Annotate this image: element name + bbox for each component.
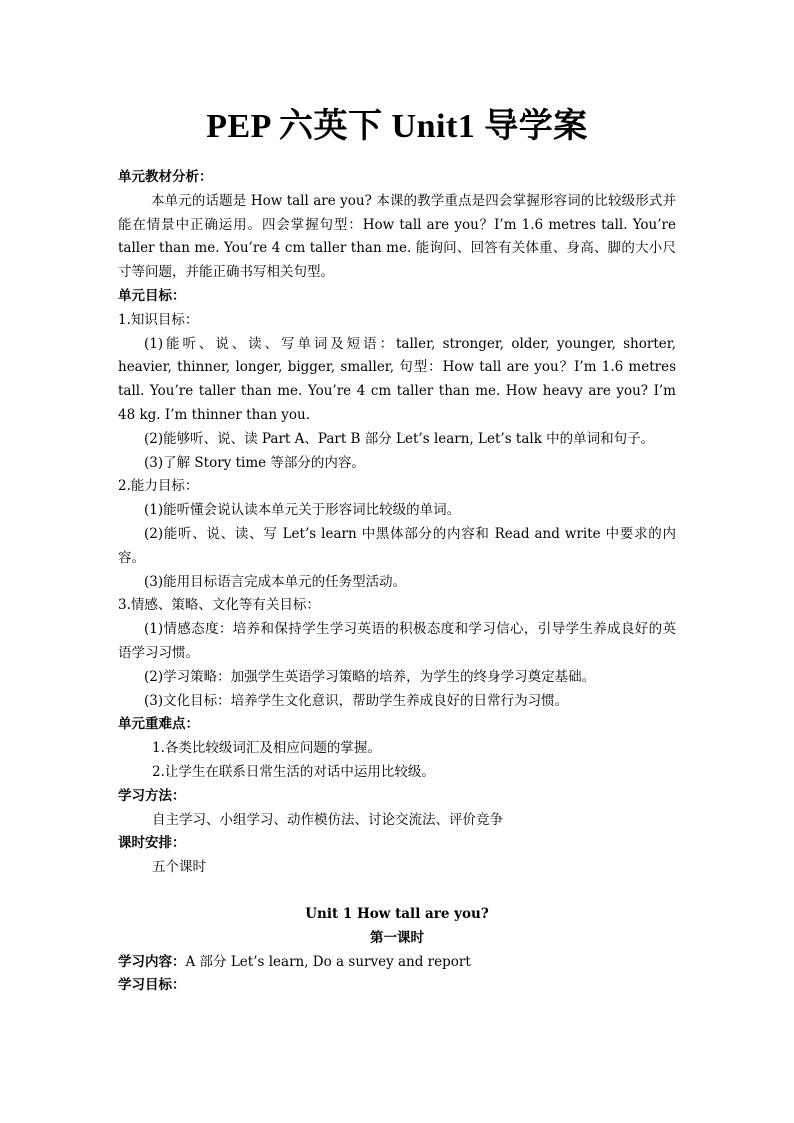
methods-text: 自主学习、小组学习、动作模仿法、讨论交流法、评价竞争 [152,811,503,828]
page-title: PEP 六英下 Unit1 导学案 [206,108,588,145]
learning-content-line [118,951,676,975]
difficulty-2: 2.让学生在联系日常生活的对话中运用比较级。 [152,763,435,780]
section-heading-difficulties: 单元重难点： [118,716,199,733]
emotion-goals-heading: 3.情感、策略、文化等有关目标： [118,597,320,614]
knowledge-goal-3: (3)了解 Story time 等部分的内容。 [144,454,365,471]
learning-content-text: A 部分 Let’s learn, Do a survey and report [185,953,471,970]
ability-goal-2: (2)能听、说、读、写 Let’s learn 中黑体部分的内容和 Read and write 中要求的内容。 [118,525,676,566]
knowledge-goal-1: (1)能听、说、读、写单词及短语：taller, stronger, older, younger, shorter, heavier, thinner, longer, bigger, smaller, 句型：How tall are you？I’m 1.6 metres tall. You’re taller than me. You’re 4 cm taller than me. How heavy are you? I’m 48 kg. I’m thinner than you. [118,335,676,423]
learning-content-label: 学习内容： [118,953,186,970]
spacer [118,880,676,903]
learning-goals-label: 学习目标： [118,977,186,994]
ability-goal-3: (3)能用目标语言完成本单元的任务型活动。 [144,573,407,590]
emotion-goal-2: (2)学习策略：加强学生英语学习策略的培养，为学生的终身学习奠定基础。 [144,668,596,685]
knowledge-goal-2: (2)能够听、说、读 Part A、Part B 部分 Let’s learn, Let’s talk 中的单词和句子。 [144,430,655,447]
section-heading-methods: 学习方法： [118,787,186,804]
unit-title: Unit 1 How tall are you? [305,905,489,922]
document-body [118,166,676,998]
emotion-goal-3: (3)文化目标：培养学生文化意识，帮助学生养成良好的日常行为习惯。 [144,692,569,709]
section-heading-goals: 单元目标： [118,287,186,304]
ability-goals-heading: 2.能力目标： [118,478,199,495]
lesson-title: 第一课时 [370,929,424,946]
knowledge-goals-heading: 1.知识目标： [118,311,199,328]
section-heading-schedule: 课时安排： [118,835,186,852]
schedule-text: 五个课时 [152,859,206,876]
analysis-paragraph: 本单元的话题是 How tall are you? 本课的教学重点是四会掌握形容词的比较级形式并能在情景中正确运用。四会掌握句型：How tall are you？I’m 1.6 metres tall. You’re taller than me. You’re 4 cm taller than me. 能询问、回答有关体重、身高、脚的大小尺寸等问题，并能正确书写相关句型。 [118,192,676,281]
section-heading-analysis: 单元教材分析： [118,169,213,185]
emotion-goal-1: (1)情感态度：培养和保持学生学习英语的积极态度和学习信心，引导学生养成良好的英语学习习惯。 [118,621,676,661]
difficulty-1: 1.各类比较级词汇及相应问题的掌握。 [152,740,381,757]
ability-goal-1: (1)能听懂会说认读本单元关于形容词比较级的单词。 [144,502,461,519]
